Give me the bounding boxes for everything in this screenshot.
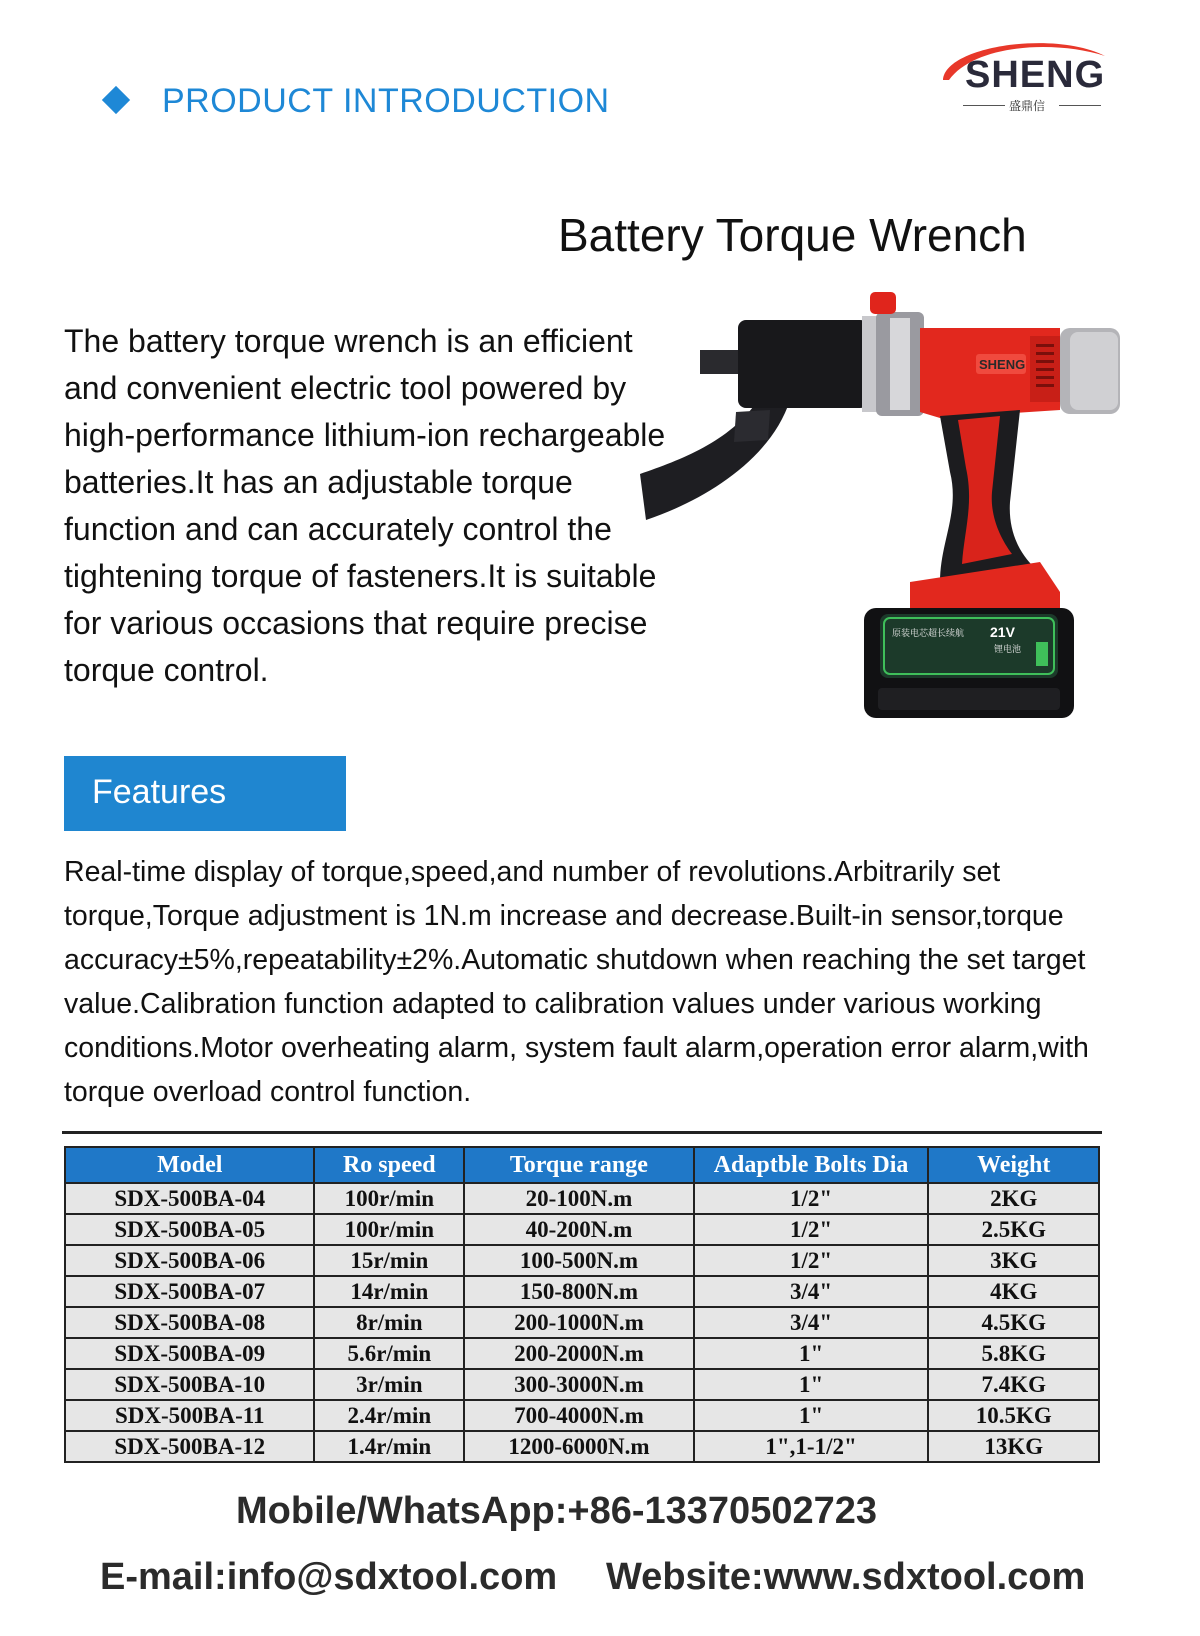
cell-model: SDX-500BA-08 (65, 1307, 314, 1338)
cell-weight: 13KG (928, 1431, 1099, 1462)
cell-model: SDX-500BA-10 (65, 1369, 314, 1400)
table-header-row (65, 1147, 1099, 1183)
table-row (65, 1369, 1099, 1400)
cell-torque: 300-3000N.m (464, 1369, 694, 1400)
cell-torque: 150-800N.m (464, 1276, 694, 1307)
column-header-model: Model (65, 1147, 314, 1183)
cell-speed: 100r/min (314, 1214, 464, 1245)
cell-torque: 200-2000N.m (464, 1338, 694, 1369)
column-header-bolts: Adaptble Bolts Dia (694, 1147, 929, 1183)
cell-model: SDX-500BA-12 (65, 1431, 314, 1462)
cell-bolts: 1" (694, 1338, 929, 1369)
cell-speed: 2.4r/min (314, 1400, 464, 1431)
product-title: Battery Torque Wrench (558, 209, 1027, 261)
product-intro: The battery torque wrench is an efficient and convenient electric tool powered by high-performance lithium-ion rechargeable batteries.It has an adjustable torque function and can accurately control the tightening torque of fasteners.It is suitable for various occasions that require precise torque control. (64, 323, 666, 688)
cell-model: SDX-500BA-11 (65, 1400, 314, 1431)
column-header-torque: Torque range (464, 1147, 694, 1183)
cell-bolts: 1" (694, 1400, 929, 1431)
cell-model: SDX-500BA-05 (65, 1214, 314, 1245)
cell-model: SDX-500BA-06 (65, 1245, 314, 1276)
cell-weight: 2KG (928, 1183, 1099, 1214)
contact-website: Website:www.sdxtool.com (606, 1556, 1086, 1598)
cell-bolts: 3/4" (694, 1276, 929, 1307)
cell-torque: 200-1000N.m (464, 1307, 694, 1338)
cell-speed: 14r/min (314, 1276, 464, 1307)
cell-weight: 7.4KG (928, 1369, 1099, 1400)
cell-bolts: 1",1-1/2" (694, 1431, 929, 1462)
cell-model: SDX-500BA-04 (65, 1183, 314, 1214)
section-title: PRODUCT INTRODUCTION (162, 82, 610, 120)
column-header-speed: Ro speed (314, 1147, 464, 1183)
wrench-body-label: SHENG (979, 357, 1026, 372)
divider (62, 1131, 1102, 1134)
spec-table (64, 1146, 1100, 1463)
cell-bolts: 3/4" (694, 1307, 929, 1338)
cell-speed: 1.4r/min (314, 1431, 464, 1462)
cell-speed: 8r/min (314, 1307, 464, 1338)
table-row (65, 1183, 1099, 1214)
table-row (65, 1245, 1099, 1276)
logo-chinese-text: 盛鼎信 (1009, 99, 1046, 113)
cell-weight: 4.5KG (928, 1307, 1099, 1338)
table-row (65, 1307, 1099, 1338)
features-header (64, 756, 346, 831)
cell-model: SDX-500BA-09 (65, 1338, 314, 1369)
cell-torque: 100-500N.m (464, 1245, 694, 1276)
cell-model: SDX-500BA-07 (65, 1276, 314, 1307)
cell-speed: 3r/min (314, 1369, 464, 1400)
diamond-bullet-icon (102, 86, 130, 114)
cell-weight: 4KG (928, 1276, 1099, 1307)
table-row (65, 1214, 1099, 1245)
cell-speed: 5.6r/min (314, 1338, 464, 1369)
logo-text: SHENG (965, 54, 1106, 96)
cell-bolts: 1/2" (694, 1183, 929, 1214)
features-text: Real-time display of torque,speed,and number of revolutions.Arbitrarily set torque,Torque adjustment is 1N.m increase and decrease.Built-in sensor,torque accuracy±5%,repeatability±2%.Automatic shutdown when reaching the set target value.Calibration function adapted to calibration values under various working conditions.Motor overheating alarm, system fault alarm,operation error alarm,with torque overload control function. (64, 856, 1089, 1108)
cell-weight: 2.5KG (928, 1214, 1099, 1245)
cell-weight: 3KG (928, 1245, 1099, 1276)
cell-torque: 1200-6000N.m (464, 1431, 694, 1462)
table-row (65, 1431, 1099, 1462)
cell-weight: 5.8KG (928, 1338, 1099, 1369)
sheng-logo (935, 36, 1111, 116)
logo-subtext (963, 98, 1101, 112)
cell-bolts: 1/2" (694, 1245, 929, 1276)
cell-bolts: 1/2" (694, 1214, 929, 1245)
cell-torque: 700-4000N.m (464, 1400, 694, 1431)
cell-torque: 20-100N.m (464, 1183, 694, 1214)
battery-voltage: 21V (990, 624, 1015, 640)
battery-label-cn: 原装电芯超长续航 (892, 629, 965, 639)
table-row (65, 1276, 1099, 1307)
column-header-weight: Weight (928, 1147, 1099, 1183)
cell-weight: 10.5KG (928, 1400, 1099, 1431)
cell-torque: 40-200N.m (464, 1214, 694, 1245)
contact-mobile: Mobile/WhatsApp:+86-13370502723 (236, 1490, 877, 1532)
table-row (65, 1338, 1099, 1369)
cell-speed: 15r/min (314, 1245, 464, 1276)
battery-torque-wrench-image (640, 292, 1150, 742)
contact-email: E-mail:info@sdxtool.com (100, 1556, 558, 1598)
cell-speed: 100r/min (314, 1183, 464, 1214)
battery-type-cn: 锂电池 (994, 645, 1022, 655)
table-row (65, 1400, 1099, 1431)
features-label: Features (92, 773, 227, 811)
cell-bolts: 1" (694, 1369, 929, 1400)
